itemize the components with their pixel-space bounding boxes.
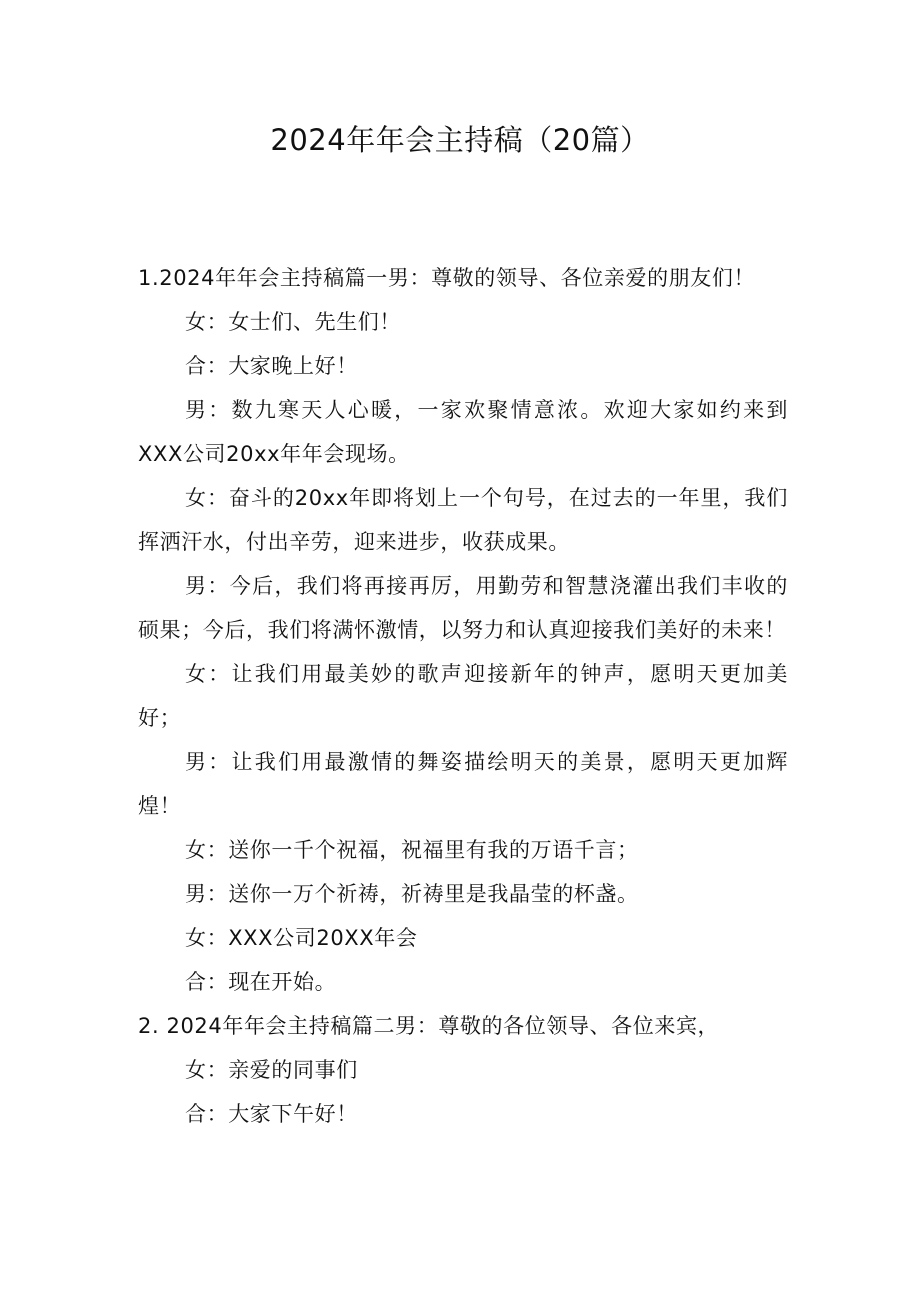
paragraph: 男：让我们用最激情的舞姿描绘明天的美景，愿明天更加辉煌！	[138, 750, 788, 818]
paragraph: 男：送你一万个祈祷，祈祷里是我晶莹的杯盏。	[185, 882, 639, 906]
paragraph: 合：现在开始。	[185, 970, 337, 994]
paragraph: 合：大家晚上好！	[185, 354, 358, 378]
document-title: 2024年年会主持稿（20篇）	[270, 123, 650, 157]
paragraph: 合：大家下午好！	[185, 1102, 358, 1126]
paragraph: 女：送你一千个祝福，祝福里有我的万语千言；	[185, 838, 639, 862]
paragraph: 女：XXX公司20XX年会	[185, 926, 418, 950]
paragraph: 女：女士们、先生们！	[185, 310, 401, 334]
paragraph: 女：奋斗的20xx年即将划上一个句号，在过去的一年里，我们挥洒汗水，付出辛劳，迎来进步，收获成果。	[138, 486, 788, 554]
paragraph: 男：数九寒天人心暖，一家欢聚情意浓。欢迎大家如约来到XXX公司20xx年年会现场。	[138, 398, 788, 466]
section-heading-1: 1.2024年年会主持稿篇一男：尊敬的领导、各位亲爱的朋友们！	[138, 266, 756, 290]
document-body	[138, 256, 788, 1136]
paragraph: 女：亲爱的同事们	[185, 1058, 358, 1082]
section-heading-2: 2. 2024年年会主持稿篇二男：尊敬的各位领导、各位来宾，	[138, 1014, 720, 1038]
paragraph: 男：今后，我们将再接再厉，用勤劳和智慧浇灌出我们丰收的硕果；今后，我们将满怀激情，以努力和认真迎接我们美好的未来！	[138, 574, 788, 642]
paragraph: 女：让我们用最美妙的歌声迎接新年的钟声，愿明天更加美好；	[138, 662, 788, 730]
